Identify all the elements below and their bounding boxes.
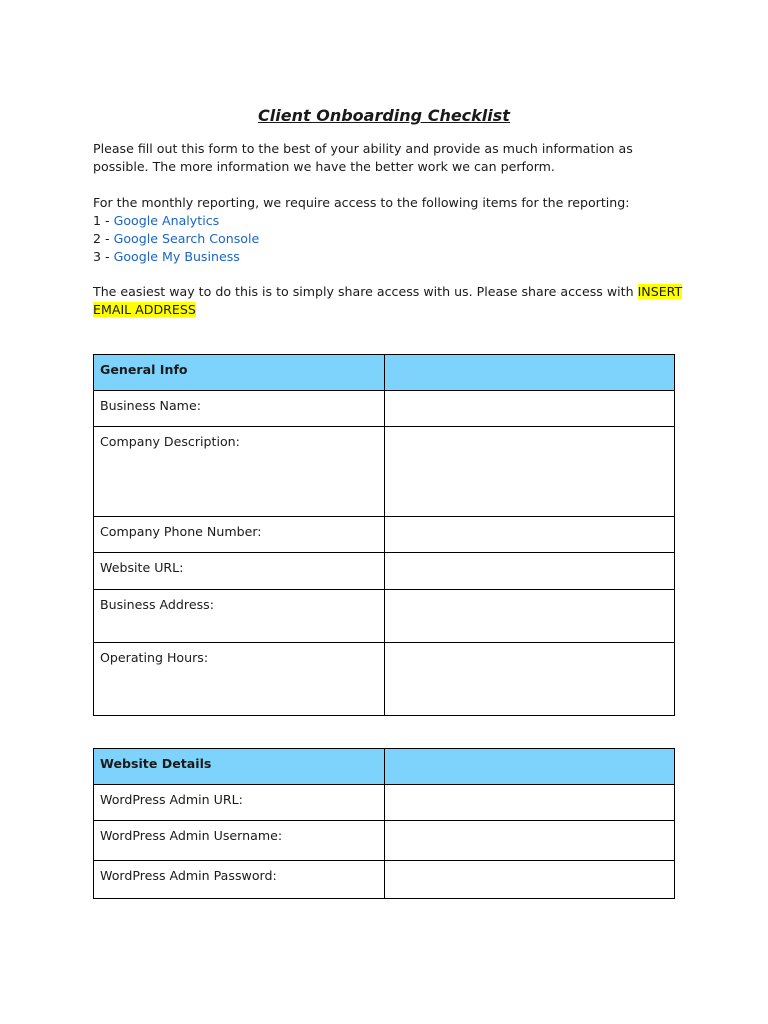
field-label-cell: [94, 391, 385, 427]
operating-hours-label: Operating Hours:: [100, 650, 209, 665]
intro-line: Please fill out this form to the best of your ability and provide as much information as: [93, 141, 633, 156]
table-header-cell: [94, 749, 385, 785]
intro-line: possible. The more information we have the better work we can perform.: [93, 159, 555, 174]
field-label-cell: [94, 785, 385, 821]
share-line: [93, 283, 683, 301]
reporting-item: [93, 248, 683, 266]
website-url-field[interactable]: [385, 553, 675, 590]
field-label-cell: [94, 427, 385, 517]
reporting-item: [93, 230, 683, 248]
page-title: Client Onboarding Checklist: [258, 106, 510, 125]
table-row: [94, 590, 675, 643]
reporting-item-number: 3 -: [93, 249, 114, 264]
reporting-item: [93, 212, 683, 230]
reporting-item-number: 2 -: [93, 231, 114, 246]
reporting-paragraph: [93, 194, 683, 266]
table-row: [94, 821, 675, 861]
table-row: [94, 643, 675, 716]
table-row: [94, 427, 675, 517]
field-label-cell: [94, 643, 385, 716]
company-description-label: Company Description:: [100, 434, 240, 449]
share-line: [93, 301, 683, 319]
operating-hours-field[interactable]: [385, 643, 675, 716]
table-row: [94, 391, 675, 427]
table-row: [94, 785, 675, 821]
table-header-cell: [94, 355, 385, 391]
field-label-cell: [94, 861, 385, 899]
company-phone-field[interactable]: [385, 517, 675, 553]
table-header-cell: [385, 749, 675, 785]
company-description-field[interactable]: [385, 427, 675, 517]
field-label-cell: [94, 517, 385, 553]
email-placeholder-highlight: EMAIL ADDRESS: [93, 302, 196, 317]
wp-admin-username-label: WordPress Admin Username:: [100, 828, 283, 843]
general-info-header: General Info: [100, 362, 188, 377]
table-row: [94, 517, 675, 553]
google-my-business-link[interactable]: Google My Business: [113, 249, 240, 264]
wp-admin-password-label: WordPress Admin Password:: [100, 868, 277, 883]
wp-admin-url-label: WordPress Admin URL:: [100, 792, 243, 807]
company-phone-label: Company Phone Number:: [100, 524, 262, 539]
table-header-row: [94, 749, 675, 785]
business-name-label: Business Name:: [100, 398, 201, 413]
wp-admin-password-field[interactable]: [385, 861, 675, 899]
website-details-header: Website Details: [100, 756, 212, 771]
wp-admin-url-field[interactable]: [385, 785, 675, 821]
email-placeholder-highlight: INSERT: [637, 284, 683, 299]
table-header-cell: [385, 355, 675, 391]
share-text: The easiest way to do this is to simply share access with us. Please share access with: [93, 284, 638, 299]
reporting-intro: For the monthly reporting, we require access to the following items for the reporting:: [93, 195, 630, 210]
wp-admin-username-field[interactable]: [385, 821, 675, 861]
table-header-row: [94, 355, 675, 391]
business-address-label: Business Address:: [100, 597, 214, 612]
field-label-cell: [94, 821, 385, 861]
google-analytics-link[interactable]: Google Analytics: [113, 213, 220, 228]
website-url-label: Website URL:: [100, 560, 184, 575]
google-search-console-link[interactable]: Google Search Console: [113, 231, 260, 246]
table-row: [94, 553, 675, 590]
website-details-table: [93, 748, 675, 899]
field-label-cell: [94, 553, 385, 590]
general-info-table: [93, 354, 675, 716]
field-label-cell: [94, 590, 385, 643]
business-name-field[interactable]: [385, 391, 675, 427]
share-paragraph: [93, 283, 683, 319]
business-address-field[interactable]: [385, 590, 675, 643]
table-row: [94, 861, 675, 899]
reporting-item-number: 1 -: [93, 213, 114, 228]
intro-paragraph: [93, 140, 683, 176]
